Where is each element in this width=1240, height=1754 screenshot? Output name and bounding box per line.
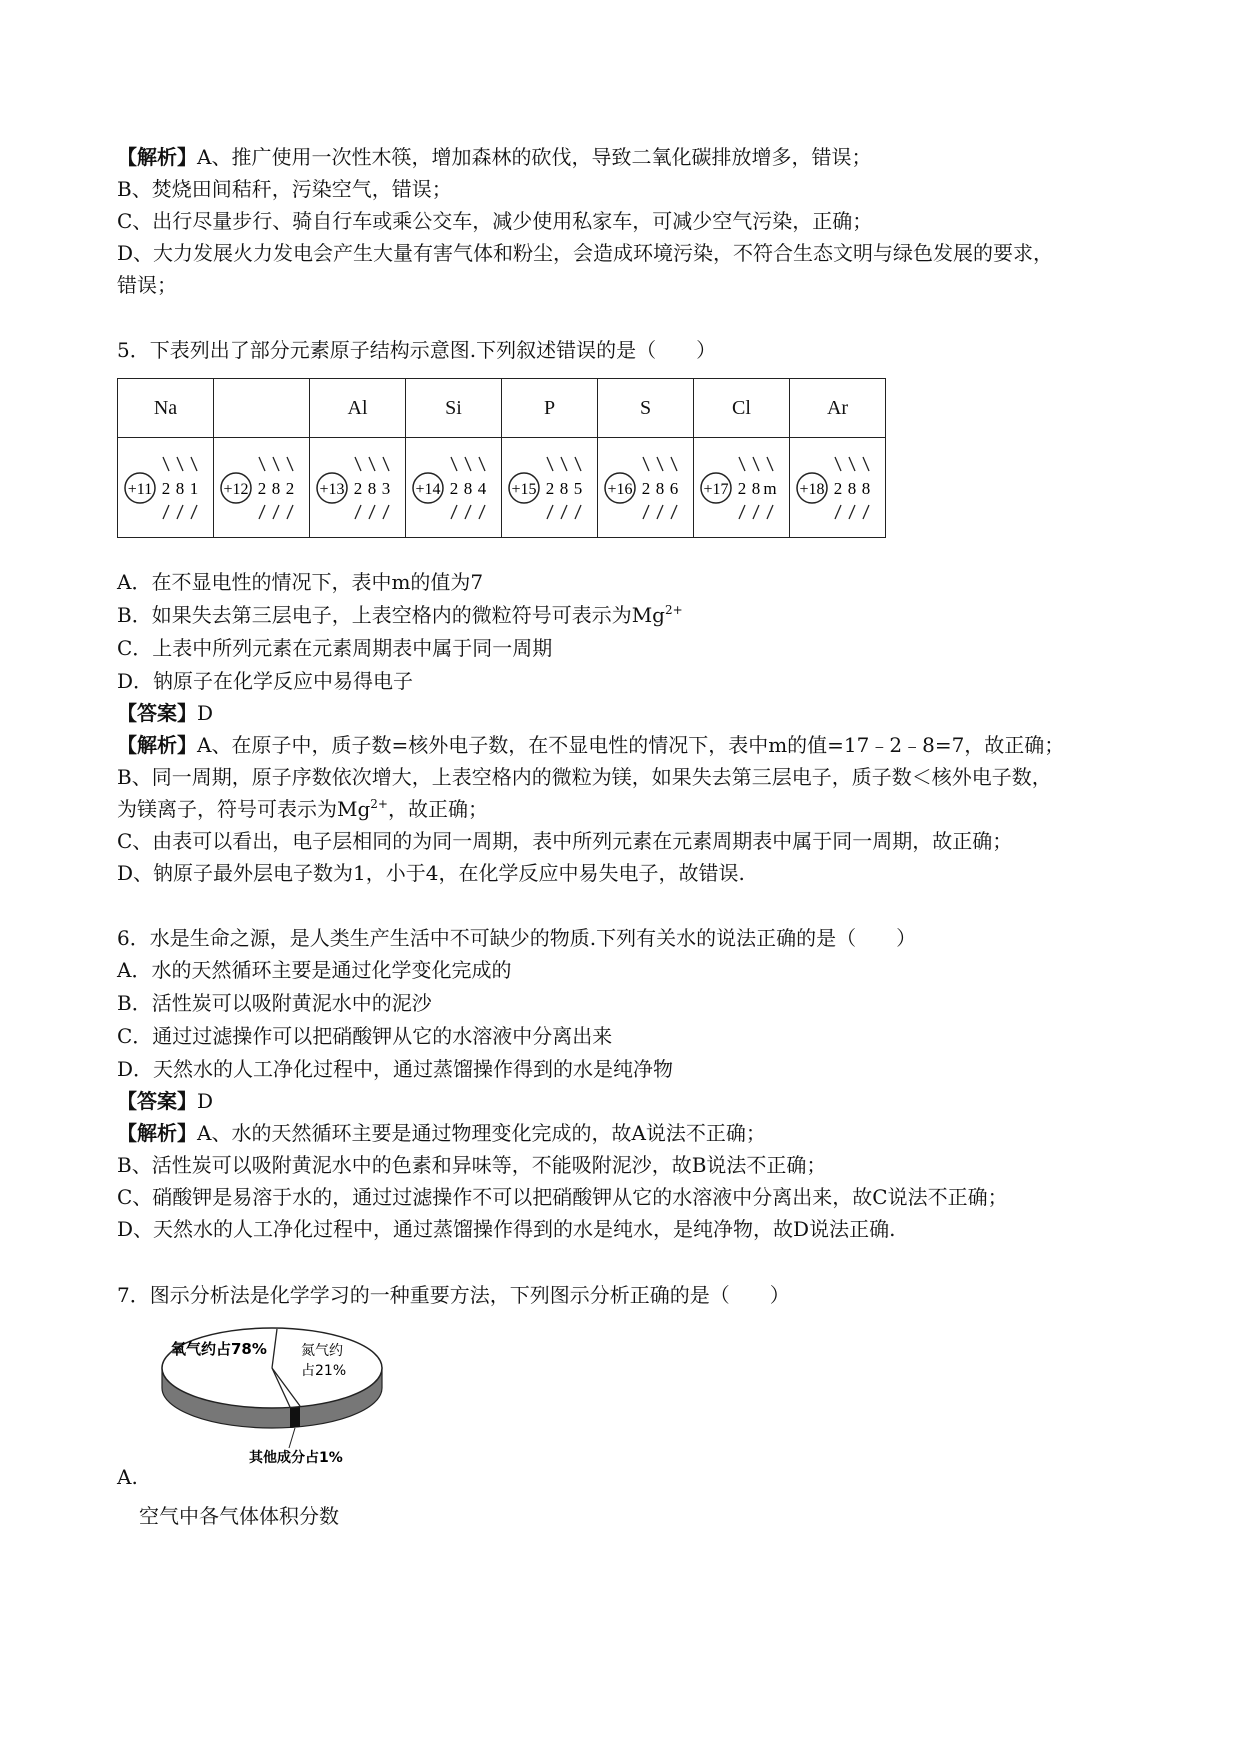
atom-diagram: [122, 443, 210, 533]
element-symbol: Si: [406, 379, 502, 438]
shell-electron-count: 2: [545, 478, 554, 498]
shell-electron-count: 8: [463, 478, 472, 498]
shell-arc: [575, 457, 581, 471]
shell-arc: [191, 505, 197, 519]
q6-analysis-line-3: C、硝酸钾是易溶于水的，通过过滤操作不可以把硝酸钾从它的水溶液中分离出来，故C说法不正确；: [117, 1185, 1008, 1209]
pie-pointer: [289, 1428, 295, 1448]
shell-arc: [451, 457, 457, 471]
q4-analysis-line-5: 错误；: [117, 273, 177, 297]
shell-arc: [849, 505, 855, 519]
shell-arc: [369, 457, 375, 471]
q5-analysis-line-1: 【解析】A、在原子中，质子数=核外电子数，在不显电性的情况下，表中m的值=17﹣2﹣8=7，故正确；: [117, 733, 1065, 757]
shell-arc: [561, 505, 567, 519]
shell-arc: [739, 457, 745, 471]
atom-diagram-cell: [214, 438, 310, 538]
shell-arc: [643, 505, 649, 519]
shell-arc: [259, 505, 265, 519]
pie-label-mid-2: 占21%: [301, 1363, 347, 1379]
nuclear-charge: +11: [127, 480, 152, 498]
q5-analysis-line-5: D、钠原子最外层电子数为1，小于4，在化学反应中易失电子，故错误.: [117, 861, 745, 885]
shell-arc: [849, 457, 855, 471]
shell-electron-count: 8: [175, 478, 184, 498]
shell-electron-count: 2: [161, 478, 170, 498]
shell-electron-count: 2: [353, 478, 362, 498]
element-symbol: [214, 379, 310, 438]
nuclear-charge: +17: [702, 480, 729, 498]
shell-electron-count: 1: [189, 478, 198, 498]
shell-arc: [163, 505, 169, 519]
shell-electron-count: 8: [847, 478, 856, 498]
shell-electron-count: m: [762, 478, 777, 498]
shell-electron-count: 2: [737, 478, 746, 498]
q5-analysis-line-4: C、由表可以看出，电子层相同的为同一周期，表中所列元素在元素周期表中属于同一周期，故正确；: [117, 829, 1013, 853]
shell-arc: [671, 457, 677, 471]
nuclear-charge: +15: [510, 480, 537, 498]
q6-analysis-line-1: 【解析】A、水的天然循环主要是通过物理变化完成的，故A说法不正确；: [117, 1121, 766, 1145]
nuclear-charge: +14: [414, 480, 441, 498]
shell-electron-count: 2: [285, 478, 294, 498]
shell-arc: [355, 505, 361, 519]
q7-stem: 7．图示分析法是化学学习的一种重要方法，下列图示分析正确的是（ ）: [117, 1283, 790, 1307]
shell-arc: [369, 505, 375, 519]
shell-arc: [561, 457, 567, 471]
q6-option-b: B．活性炭可以吸附黄泥水中的泥沙: [117, 991, 432, 1015]
nuclear-charge: +16: [606, 480, 633, 498]
shell-arc: [863, 505, 869, 519]
shell-arc: [451, 505, 457, 519]
shell-electron-count: 8: [271, 478, 280, 498]
shell-arc: [767, 457, 773, 471]
atom-diagram-cell: [310, 438, 406, 538]
element-symbol: S: [598, 379, 694, 438]
q4-analysis-line-2: B、焚烧田间秸秆，污染空气，错误；: [117, 177, 452, 201]
atom-diagram-cell: [598, 438, 694, 538]
shell-electron-count: 6: [669, 478, 678, 498]
atom-diagram: [602, 443, 690, 533]
q5-option-b: B．如果失去第三层电子，上表空格内的微粒符号可表示为$Mg^{2+}$: [117, 603, 683, 627]
shell-arc: [383, 457, 389, 471]
shell-arc: [287, 505, 293, 519]
atom-diagram: [698, 443, 786, 533]
shell-arc: [287, 457, 293, 471]
atom-diagram: [506, 443, 594, 533]
shell-electron-count: 2: [833, 478, 842, 498]
q6-analysis-line-2: B、活性炭可以吸附黄泥水中的色素和异味等，不能吸附泥沙，故B说法不正确；: [117, 1153, 827, 1177]
element-symbol: Na: [118, 379, 214, 438]
shell-arc: [547, 505, 553, 519]
shell-arc: [753, 457, 759, 471]
shell-arc: [657, 457, 663, 471]
q4-analysis-line-3: C、出行尽量步行、骑自行车或乘公交车，减少使用私家车，可减少空气污染，正确；: [117, 209, 873, 233]
pie-label-big: 氧气约占78%: [171, 1340, 267, 1358]
nuclear-charge: +12: [222, 480, 249, 498]
q4-analysis-line-4: D、大力发展火力发电会产生大量有害气体和粉尘，会造成环境污染，不符合生态文明与绿色发展的要求，: [117, 241, 1054, 265]
q5-option-d: D．钠原子在化学反应中易得电子: [117, 669, 414, 693]
shell-arc: [273, 457, 279, 471]
shell-arc: [177, 505, 183, 519]
pie-label-mid-1: 氮气约: [301, 1343, 343, 1359]
shell-electron-count: 8: [861, 478, 870, 498]
shell-electron-count: 2: [257, 478, 266, 498]
shell-electron-count: 8: [559, 478, 568, 498]
atom-diagram-cell: [790, 438, 886, 538]
shell-arc: [177, 457, 183, 471]
shell-arc: [273, 505, 279, 519]
q6-analysis-line-4: D、天然水的人工净化过程中，通过蒸馏操作得到的水是纯水，是纯净物，故D说法正确.: [117, 1217, 896, 1241]
shell-electron-count: 8: [655, 478, 664, 498]
q6-option-a: A．水的天然循环主要是通过化学变化完成的: [117, 958, 512, 982]
element-symbol: Ar: [790, 379, 886, 438]
pie-figure: [157, 1320, 387, 1480]
q5-analysis-line-2: B、同一周期，原子序数依次增大，上表空格内的微粒为镁，如果失去第三层电子，质子数＜核外电子数，: [117, 765, 1052, 789]
q7-option-a-label: A.: [117, 1465, 138, 1489]
shell-arc: [465, 505, 471, 519]
q6-stem: 6．水是生命之源，是人类生产生活中不可缺少的物质.下列有关水的说法正确的是（ ）: [117, 926, 917, 950]
atom-diagram-cell: [502, 438, 598, 538]
atom-diagram-cell: [694, 438, 790, 538]
shell-arc: [259, 457, 265, 471]
q6-option-d: D．天然水的人工净化过程中，通过蒸馏操作得到的水是纯净物: [117, 1057, 674, 1081]
shell-arc: [671, 505, 677, 519]
shell-electron-count: 8: [367, 478, 376, 498]
shell-arc: [575, 505, 581, 519]
q4-analysis-line-1: 【解析】A、推广使用一次性木筷，增加森林的砍伐，导致二氧化碳排放增多，错误；: [117, 145, 872, 169]
q5-answer: 【答案】D: [117, 701, 214, 725]
shell-arc: [753, 505, 759, 519]
shell-electron-count: 2: [449, 478, 458, 498]
shell-arc: [767, 505, 773, 519]
nuclear-charge: +18: [798, 480, 825, 498]
pie-other-stripe: [290, 1406, 300, 1428]
element-symbol-row: [118, 379, 886, 438]
atom-diagram: [218, 443, 306, 533]
nuclear-charge: +13: [318, 480, 345, 498]
q5-option-a: A．在不显电性的情况下，表中m的值为7: [117, 570, 484, 594]
atom-structure-table: [117, 378, 886, 538]
element-symbol: Al: [310, 379, 406, 438]
shell-arc: [355, 457, 361, 471]
q7-option-a-caption: 空气中各气体体积分数: [139, 1504, 339, 1528]
shell-electron-count: 3: [381, 478, 390, 498]
shell-arc: [479, 457, 485, 471]
atom-diagram: [314, 443, 402, 533]
atom-diagram: [794, 443, 882, 533]
shell-arc: [383, 505, 389, 519]
atom-diagram-cell: [118, 438, 214, 538]
shell-arc: [657, 505, 663, 519]
q5-stem: 5．下表列出了部分元素原子结构示意图.下列叙述错误的是（ ）: [117, 338, 717, 362]
pie-label-small: 其他成分占1%: [249, 1450, 343, 1466]
shell-electron-count: 8: [751, 478, 760, 498]
shell-electron-count: 5: [573, 478, 582, 498]
atom-diagram-row: [118, 438, 886, 538]
air-composition-pie: [157, 1320, 387, 1484]
shell-arc: [643, 457, 649, 471]
q6-option-c: C．通过过滤操作可以把硝酸钾从它的水溶液中分离出来: [117, 1024, 613, 1048]
shell-arc: [191, 457, 197, 471]
shell-electron-count: 2: [641, 478, 650, 498]
shell-arc: [835, 457, 841, 471]
atom-diagram-cell: [406, 438, 502, 538]
shell-arc: [163, 457, 169, 471]
q6-answer: 【答案】D: [117, 1089, 214, 1113]
shell-arc: [547, 457, 553, 471]
shell-electron-count: 4: [477, 478, 486, 498]
shell-arc: [863, 457, 869, 471]
q5-analysis-line-3: 为镁离子，符号可表示为$Mg^{2+}$，故正确；: [117, 797, 488, 821]
shell-arc: [739, 505, 745, 519]
shell-arc: [835, 505, 841, 519]
atom-diagram: [410, 443, 498, 533]
shell-arc: [465, 457, 471, 471]
element-symbol: P: [502, 379, 598, 438]
shell-arc: [479, 505, 485, 519]
q5-option-c: C．上表中所列元素在元素周期表中属于同一周期: [117, 636, 553, 660]
element-symbol: Cl: [694, 379, 790, 438]
